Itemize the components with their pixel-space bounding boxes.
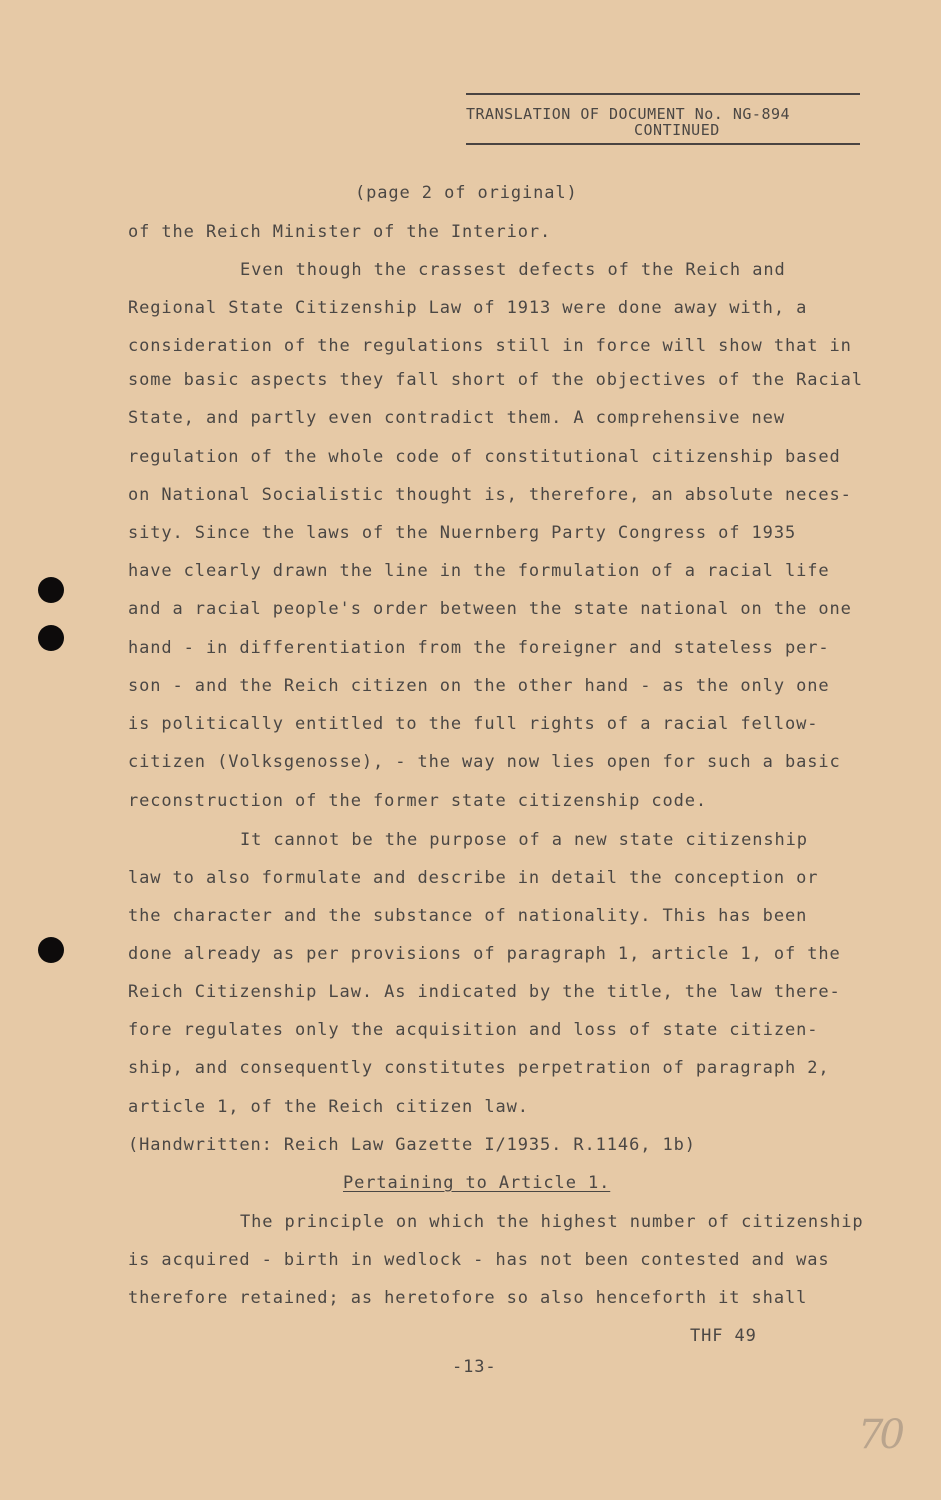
body-line: some basic aspects they fall short of the objectives of the Racial	[128, 370, 863, 390]
body-line: of the Reich Minister of the Interior.	[128, 222, 552, 242]
body-line: on National Socialistic thought is, therefore, an absolute neces-	[128, 485, 852, 505]
header-bottom-rule	[466, 143, 860, 145]
body-line: citizen (Volksgenosse), - the way now lies open for such a basic	[128, 752, 841, 772]
body-line: The principle on which the highest number of citizenship	[240, 1212, 864, 1232]
header-top-rule	[466, 93, 860, 95]
body-line: done already as per provisions of paragraph 1, article 1, of the	[128, 944, 841, 964]
page-number: -13-	[452, 1357, 497, 1377]
body-line: the character and the substance of nationality. This has been	[128, 906, 808, 926]
body-line: Regional State Citizenship Law of 1913 were done away with, a	[128, 298, 808, 318]
body-line: Even though the crassest defects of the Reich and	[240, 260, 786, 280]
body-line: reconstruction of the former state citizenship code.	[128, 791, 708, 811]
pencil-mark: 70	[858, 1412, 901, 1458]
body-line: fore regulates only the acquisition and loss of state citizen-	[128, 1020, 819, 1040]
body-line: is politically entitled to the full rights of a racial fellow-	[128, 714, 819, 734]
body-line: son - and the Reich citizen on the other hand - as the only one	[128, 676, 830, 696]
body-line: and a racial people's order between the state national on the one	[128, 599, 852, 619]
body-line: Reich Citizenship Law. As indicated by the title, the law there-	[128, 982, 841, 1002]
body-line: sity. Since the laws of the Nuernberg Party Congress of 1935	[128, 523, 797, 543]
punch-hole-bottom	[38, 937, 64, 963]
punch-hole-top	[38, 577, 64, 603]
body-line: therefore retained; as heretofore so also henceforth it shall	[128, 1288, 808, 1308]
body-line: State, and partly even contradict them. A comprehensive new	[128, 408, 785, 428]
body-line: law to also formulate and describe in detail the conception or	[128, 868, 819, 888]
body-line: is acquired - birth in wedlock - has not been contested and was	[128, 1250, 830, 1270]
handwritten-note: (Handwritten: Reich Law Gazette I/1935. R.1146, 1b)	[128, 1135, 696, 1155]
page-note: (page 2 of original)	[355, 183, 578, 203]
body-line: hand - in differentiation from the foreigner and stateless per-	[128, 638, 830, 658]
punch-hole-middle	[38, 625, 64, 651]
body-line: ship, and consequently constitutes perpetration of paragraph 2,	[128, 1058, 830, 1078]
document-title-continued: CONTINUED	[634, 121, 720, 139]
body-line: regulation of the whole code of constitutional citizenship based	[128, 447, 841, 467]
body-line: have clearly drawn the line in the formulation of a racial life	[128, 561, 830, 581]
body-line: It cannot be the purpose of a new state citizenship	[240, 830, 808, 850]
section-heading: Pertaining to Article 1.	[343, 1173, 611, 1193]
body-line: article 1, of the Reich citizen law.	[128, 1097, 529, 1117]
document-code: THF 49	[690, 1326, 757, 1346]
body-line: consideration of the regulations still in force will show that in	[128, 336, 852, 356]
document-title: TRANSLATION OF DOCUMENT No. NG-894	[466, 105, 791, 123]
